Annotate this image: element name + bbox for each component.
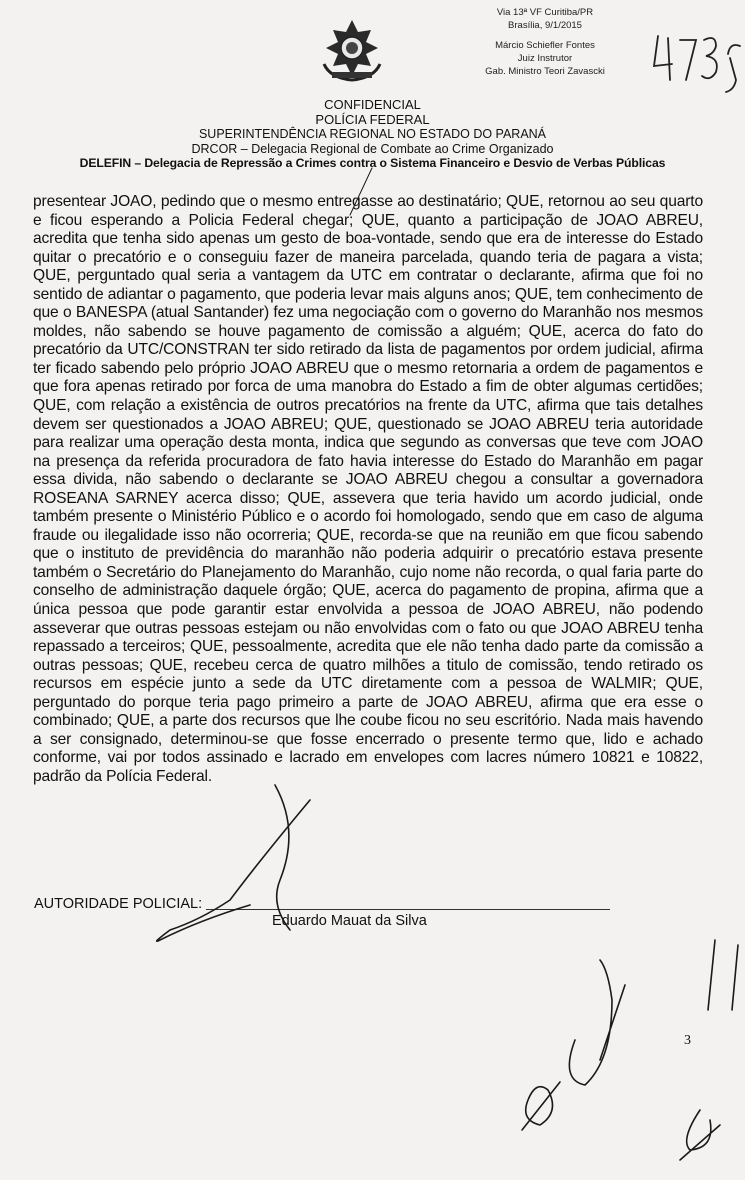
stamp-judge-name: Márcio Schiefler Fontes <box>495 40 595 51</box>
superintendency-name: SUPERINTENDÊNCIA REGIONAL NO ESTADO DO PARANÁ <box>198 127 547 141</box>
stamp-date: Brasília, 9/1/2015 <box>508 20 582 31</box>
signatory-name: Eduardo Mauat da Silva <box>272 913 427 929</box>
agency-name: POLÍCIA FEDERAL <box>315 111 430 127</box>
regional-office-name: DRCOR – Delegacia Regional de Combate ao Crime Organizado <box>191 141 554 156</box>
department-name: DELEFIN – Delegacia de Repressão a Crimes contra o Sistema Financeiro e Desvio de Verbas Públicas <box>79 156 666 170</box>
signature-line <box>206 909 610 910</box>
stamp-office: Gab. Ministro Teori Zavascki <box>485 66 605 77</box>
classification-label: CONFIDENCIAL <box>324 97 421 112</box>
page-number: 3 <box>684 1033 691 1048</box>
testimony-body: presentear JOAO, pedindo que o mesmo entregasse ao destinatário; QUE, retornou ao seu quarto e ficou esperando a Policia Federal chegar; QUE, quanto a participação de JOAO ABREU, acredita que tenha sido apenas um gesto de boa-vontade, sendo que era de interesse do Estado quitar o precatório e o conseguiu fazer de maneira parcelada, quando teria de pagara a vista; QUE, perguntado qual seria a vantagem da UTC em contratar o declarante, afirma que foi no sentido de adiantar o pagamento, que poderia levar mais alguns anos; QUE, tem conhecimento de que o BANESPA (atual Santander) fez uma negociação com o governo do Maranhão nos mesmos moldes, não sabendo se houve pagamento de comissão a alguém; QUE, acerca do fato do precatório da UTC/CONSTRAN ter sido retirado da lista de pagamentos por ordem judicial, afirma ter ficado sabendo pelo próprio JOAO ABREU que o mesmo retornaria a ordem de pagamentos e que fora apenas retirado por forca de uma manobra do Estado a fim de obter algumas certidões; QUE, com relação a existência de outros precatórios na frente da UTC, afirma que tais detalhes devem ser questionados a JOAO ABREU; QUE, questionado se JOAO ABREU teria autoridade para realizar uma operação desta monta, indica que segundo as conversas que teve com JOAO na presença da referida procuradora de fato havia interesse do Estado do Maranhão em pagar essa divida, não sabendo o declarante se JOAO ABREU chegou a consultar a governadora ROSEANA SARNEY acerca disso; QUE, assevera que teria havido um acordo judicial, onde também presente o Ministério Público e o acordo foi homologado, sendo que em caso de alguma fraude ou ilegalidade isso não ocorreria; QUE, recorda-se que na reunião em que ficou sabendo que o instituto de previdência do maranhão não poderia adquirir o precatório estava presente também o Secretário do Planejamento do Maranhão, cujo nome não recorda, o qual faria parte do conselho de administração daquele órgão; QUE, acerca do pagamento de propina, afirma que a única pessoa que pode garantir estar envolvida a pessoa de JOAO ABREU, não podendo asseverar que outras pessoas estejam ou não envolvidas com o fato ou que JOAO ABREU tenha repassado a terceiros; QUE, pessoalmente, acredita que ele não tenha dado parte da comissão a outras pessoas; QUE, recebeu cerca de quatro milhões a titulo de comissão, tendo retirado os recursos em espécie junto a sede da UTC diretamente com a pessoa de WALMIR; QUE, perguntado do porque teria pago primeiro a parte de JOAO ABREU, afirma que era esse o combinado; QUE, a parte dos recursos que lhe coube ficou no seu escritório. Nada mais havendo a ser consignado, determinou-se que fosse encerrado o presente termo que, lido e achado conforme, vai por todos assinado e lacrado em envelopes com lacres número 10821 e 10822, padrão da Polícia Federal. <box>33 193 703 785</box>
signature-block <box>34 893 654 933</box>
document-header <box>0 98 745 171</box>
signature-label: AUTORIDADE POLICIAL: <box>34 896 203 912</box>
handwritten-folio-number <box>650 18 745 98</box>
stamp-judge-role: Juiz Instrutor <box>517 53 573 64</box>
national-coat-of-arms <box>318 18 386 84</box>
court-stamp <box>470 6 620 78</box>
stamp-court: Via 13ª VF Curitiba/PR <box>496 7 594 18</box>
